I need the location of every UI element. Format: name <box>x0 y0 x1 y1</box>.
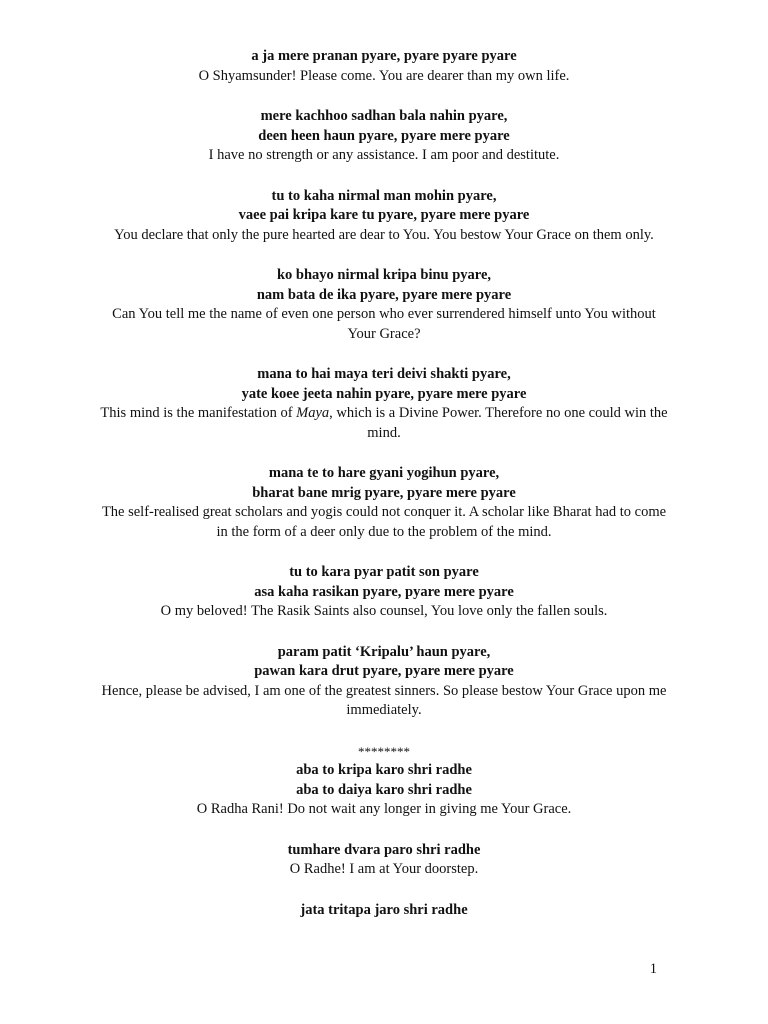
transliteration-line: vaee pai kripa kare tu pyare, pyare mere pyare <box>238 207 530 223</box>
translation-segment: The self-realised great scholars and yogis could not conquer it. A scholar like Bharat had to come in the form of a deer only due to the problem of the mind. <box>101 504 667 540</box>
translation-segment: You declare that only the pure hearted are dear to You. You bestow Your Grace on them only. <box>114 226 654 243</box>
translation-segment: O Radhe! I am at Your doorstep. <box>289 861 479 877</box>
transliteration-line: aba to kripa karo shri radhe <box>296 762 472 778</box>
stanza <box>100 266 668 344</box>
stanza <box>100 761 668 820</box>
transliteration-line: bharat bane mrig pyare, pyare mere pyare <box>252 484 516 501</box>
translation-text <box>100 800 668 820</box>
transliteration-line: deen heen haun pyare, pyare mere pyare <box>258 127 510 144</box>
stanza <box>100 47 668 86</box>
lyrics-body <box>100 47 668 941</box>
transliteration-line: tumhare dvara paro shri radhe <box>287 841 481 858</box>
transliteration-line: a ja mere pranan pyare, pyare pyare pyare <box>251 48 517 64</box>
transliteration-line: tu to kaha nirmal man mohin pyare, <box>271 187 497 204</box>
transliteration-line: yate koee jeeta nahin pyare, pyare mere pyare <box>241 385 527 402</box>
transliteration-line: ko bhayo nirmal kripa binu pyare, <box>276 267 492 283</box>
stanza <box>100 841 668 880</box>
transliteration-line: mana to hai maya teri deivi shakti pyare, <box>257 366 511 382</box>
translation-segment: This mind is the manifestation of <box>100 405 297 421</box>
translation-text <box>100 67 668 87</box>
translation-segment: Hence, please be advised, I am one of the greatest sinners. So please bestow Your Grace upon me immediately. <box>101 682 667 718</box>
translation-text <box>100 404 668 443</box>
transliteration-line: pawan kara drut pyare, pyare mere pyare <box>254 663 514 679</box>
translation-segment: O Shyamsunder! Please come. You are dearer than my own life. <box>198 67 570 84</box>
transliteration-line: mana te to hare gyani yogihun pyare, <box>268 465 500 481</box>
stanza <box>100 107 668 166</box>
translation-segment: O Radha Rani! Do not wait any longer in giving me Your Grace. <box>196 801 572 817</box>
transliteration-line: aba to daiya karo shri radhe <box>296 781 472 798</box>
transliteration-line: param patit ‘Kripalu’ haun pyare, <box>277 643 491 660</box>
translation-text <box>100 860 668 880</box>
translation-segment: I have no strength or any assistance. I am poor and destitute. <box>208 147 560 163</box>
stanza <box>100 187 668 246</box>
page-number: 1 <box>649 961 657 977</box>
translation-text <box>100 682 668 721</box>
section-separator: ******** <box>358 743 410 759</box>
translation-segment: , which is a Divine Power. Therefore no one could win the mind. <box>329 405 668 441</box>
translation-segment: Can You tell me the name of even one person who ever surrendered himself unto You without Your Grace? <box>112 306 656 342</box>
stanza-group-second <box>100 761 668 920</box>
stanza <box>100 901 668 921</box>
translation-text <box>100 305 668 344</box>
translation-text <box>100 146 668 166</box>
stanza <box>100 365 668 443</box>
transliteration-line: asa kaha rasikan pyare, pyare mere pyare <box>254 583 514 600</box>
stanza <box>100 643 668 721</box>
transliteration-line: jata tritapa jaro shri radhe <box>300 901 468 918</box>
stanza <box>100 563 668 622</box>
translation-text <box>100 602 668 622</box>
transliteration-line: tu to kara pyar patit son pyare <box>289 564 479 580</box>
translation-text <box>100 226 668 246</box>
stanza-group-first <box>100 47 668 721</box>
translation-text <box>100 503 668 542</box>
stanza <box>100 464 668 542</box>
translation-italic-term: Maya <box>296 405 330 421</box>
transliteration-line: mere kachhoo sadhan bala nahin pyare, <box>260 108 508 124</box>
transliteration-line: nam bata de ika pyare, pyare mere pyare <box>256 286 512 303</box>
translation-segment: O my beloved! The Rasik Saints also counsel, You love only the fallen souls. <box>160 603 608 619</box>
